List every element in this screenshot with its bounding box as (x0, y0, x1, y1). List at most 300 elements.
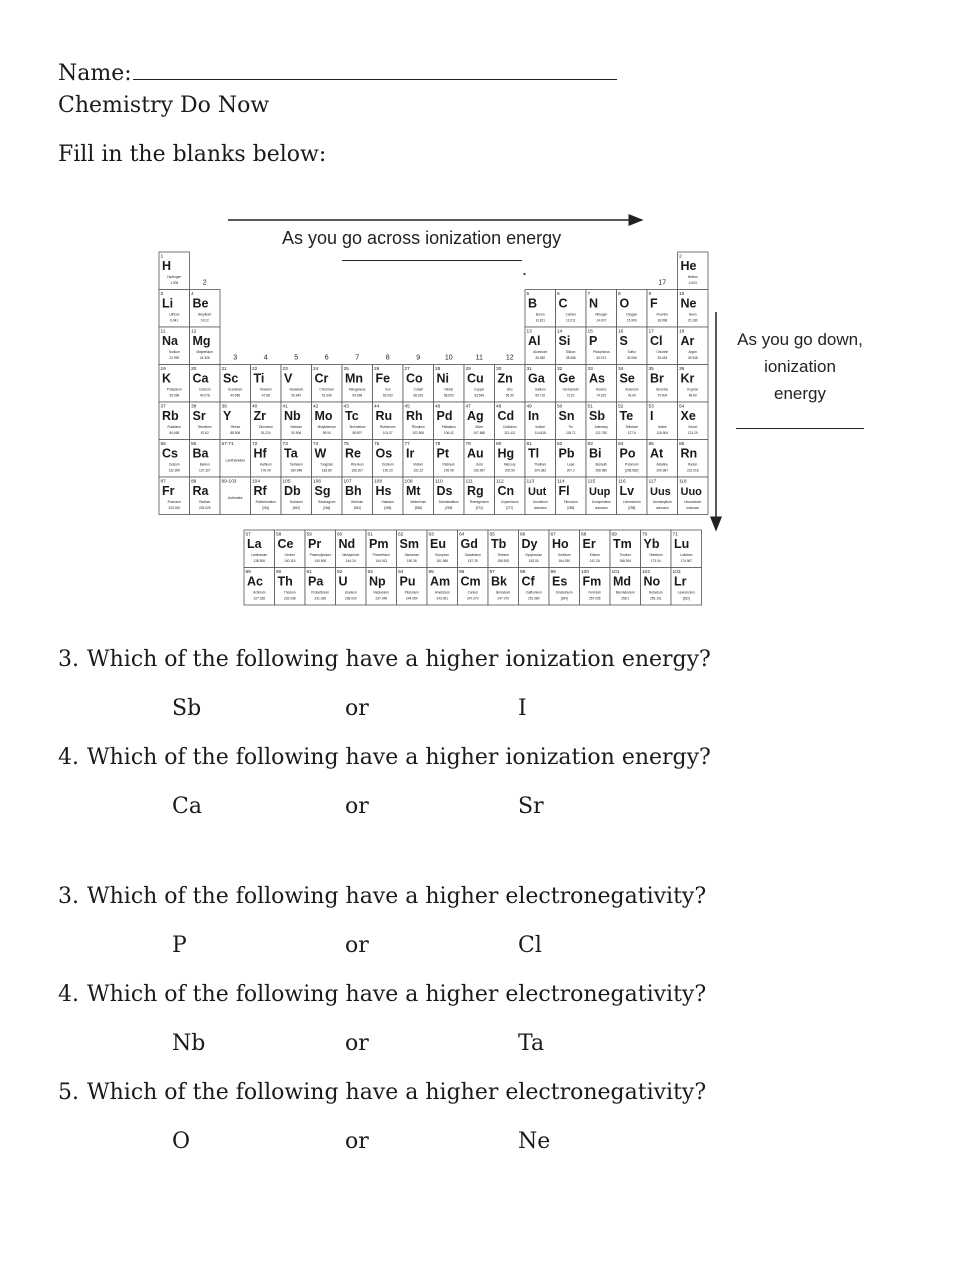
atomic-number: 116 (618, 479, 626, 485)
option-or: or (345, 1031, 369, 1056)
atomic-number: 64 (459, 532, 465, 538)
element-symbol: Uus (650, 486, 671, 498)
element-name: Mendelevium (615, 590, 635, 595)
atomic-number: 108 (374, 479, 383, 485)
atomic-mass: [272] (475, 506, 483, 510)
element-name: Iodine (657, 425, 667, 429)
atomic-mass: 12.011 (565, 318, 576, 323)
atomic-mass: 137.327 (198, 468, 211, 473)
worksheet-subtitle: Chemistry Do Now (58, 93, 270, 118)
down-blank[interactable] (736, 428, 864, 429)
atomic-number: 73 (282, 442, 288, 447)
element-name: Tungsten (320, 462, 334, 467)
element-name: Arsenic (595, 387, 607, 392)
element-symbol: Be (192, 296, 209, 311)
question-text: Which of the following have a higher electronegativity? (87, 1080, 707, 1105)
atomic-mass: [268] (414, 506, 422, 510)
atomic-mass: 20.180 (687, 318, 698, 323)
element-symbol: Zn (497, 371, 513, 386)
atomic-mass: [269] (445, 506, 453, 510)
element-name: Terbium (497, 553, 509, 557)
element-symbol: Ar (680, 334, 695, 348)
atomic-number: 92 (337, 570, 343, 575)
element-name: Berkelium (496, 590, 511, 595)
option-a[interactable]: P (172, 933, 187, 958)
element-symbol: Cf (521, 574, 535, 589)
element-symbol: Fr (162, 484, 175, 498)
group-number: 7 (355, 354, 360, 362)
element-symbol: Uup (589, 486, 611, 498)
element-name: Bismuth (595, 462, 608, 467)
atomic-number: 113 (526, 479, 535, 485)
element-symbol: P (589, 334, 598, 348)
atomic-number: 75 (343, 442, 349, 447)
atomic-mass: 118.71 (565, 431, 576, 435)
element-name: Silver (475, 425, 484, 429)
element-name: Tellurium (625, 425, 639, 429)
atomic-number: 69 (611, 532, 617, 538)
element-symbol: Am (430, 574, 451, 589)
atomic-mass: 26.982 (535, 356, 546, 360)
element-name: Ununoctium (684, 500, 702, 504)
atomic-mass: 47.88 (261, 393, 270, 398)
element-symbol: Lr (674, 574, 687, 589)
atomic-number: 57 (245, 532, 251, 538)
element-name: Lithium (169, 312, 180, 317)
atomic-number: 54 (679, 404, 685, 410)
element-name: Selenium (625, 387, 639, 392)
question-text: Which of the following have a higher electronegativity? (87, 884, 707, 909)
element-name: Thorium (283, 590, 296, 595)
atomic-mass: 190.23 (382, 468, 393, 473)
element-symbol: Os (375, 446, 393, 461)
atomic-mass: 4.003 (688, 281, 697, 285)
atomic-number: 82 (557, 442, 563, 447)
element-name: Argon (688, 350, 698, 354)
atomic-number: 102 (642, 570, 651, 575)
atomic-number: 31 (526, 367, 532, 372)
question-item (58, 647, 711, 673)
atomic-number: 106 (313, 479, 322, 485)
atomic-number: 65 (489, 532, 495, 538)
atomic-mass: 69.732 (535, 393, 546, 398)
element-symbol: C (558, 296, 568, 311)
atomic-number: 9 (648, 292, 652, 297)
atomic-mass: unknown (686, 506, 700, 510)
element-name: Cobalt (413, 387, 423, 392)
question-number: 5. (58, 1080, 79, 1105)
atomic-number: 61 (367, 532, 373, 538)
atomic-mass: 183.85 (321, 468, 332, 473)
element-symbol: As (589, 371, 605, 386)
element-name: Rhodium (411, 425, 425, 429)
element-symbol: Te (619, 409, 634, 423)
atomic-number: 74 (313, 442, 319, 447)
atomic-mass: 1.008 (170, 281, 179, 285)
element-name: Barium (199, 462, 210, 467)
element-symbol: Cm (460, 574, 481, 589)
element-symbol: Mg (192, 334, 211, 348)
down-label-line-2: ionization (764, 357, 836, 376)
element-symbol: Sg (314, 484, 331, 498)
atomic-mass: 40.078 (199, 393, 210, 398)
element-symbol: Sn (558, 409, 575, 423)
question-item (58, 884, 707, 910)
element-name: Manganese (348, 387, 366, 392)
atomic-mass: [254] (560, 596, 568, 601)
element-name: Xenon (688, 425, 698, 429)
element-name: Gold (475, 462, 483, 467)
element-symbol: Sb (589, 409, 605, 423)
element-symbol: Lv (619, 484, 635, 498)
atomic-mass: 238.029 (344, 596, 357, 601)
element-symbol: Mt (406, 484, 421, 498)
atomic-number: 83 (587, 442, 593, 447)
element-symbol: Mo (314, 409, 333, 423)
element-symbol: Ir (406, 446, 415, 461)
atomic-mass: 84.80 (688, 393, 697, 398)
element-name: Promethium (372, 553, 390, 557)
element-symbol: Ti (253, 371, 265, 386)
element-symbol: Rh (406, 409, 423, 423)
element-name: Actinium (253, 590, 266, 595)
atomic-number: 36 (679, 367, 685, 372)
atomic-number: 104 (252, 479, 261, 485)
element-name: Meitnerium (410, 500, 427, 504)
option-b[interactable]: Ne (518, 1129, 551, 1154)
atomic-number: 115 (587, 479, 596, 485)
atomic-number: 40 (252, 404, 258, 410)
group-number: 12 (505, 354, 514, 362)
group-number: 8 (385, 354, 390, 362)
element-symbol: Nb (284, 409, 301, 423)
option-b[interactable]: I (518, 696, 527, 721)
atomic-number: 76 (374, 442, 380, 447)
atomic-mass: 91.224 (260, 431, 271, 435)
element-symbol: F (650, 296, 658, 311)
atomic-number: 101 (611, 570, 620, 575)
element-symbol: Re (345, 446, 361, 461)
across-blank[interactable] (342, 260, 522, 261)
element-symbol: Pm (369, 537, 389, 551)
element-symbol: B (528, 296, 538, 311)
atomic-mass: 247.070 (497, 596, 510, 601)
element-name: Americium (434, 590, 450, 595)
element-symbol: Hs (375, 484, 392, 498)
atomic-mass: 138.906 (253, 559, 266, 563)
atomic-mass: 84.468 (169, 431, 180, 435)
atomic-mass: unknown (594, 506, 608, 510)
atomic-number: 51 (587, 404, 593, 410)
element-symbol: La (247, 537, 262, 551)
atomic-number: 99 (550, 570, 556, 575)
element-name: Yttrium (230, 425, 241, 429)
element-name: Plutonium (404, 590, 419, 595)
element-name: Scandium (228, 387, 243, 392)
atomic-mass: 32.066 (626, 356, 637, 360)
element-symbol: Zr (253, 409, 266, 423)
atomic-mass: 244.064 (405, 596, 418, 601)
element-name: Gadolinium (464, 553, 481, 557)
element-name: Vanadium (289, 387, 304, 392)
atomic-number: 67 (550, 532, 556, 538)
atomic-mass: 78.09 (627, 393, 636, 398)
element-symbol: No (643, 574, 661, 589)
element-name: Sulfur (627, 350, 636, 354)
atomic-number: 95 (428, 570, 434, 575)
atomic-mass: 150.36 (406, 559, 417, 563)
atomic-mass: 258.1 (621, 596, 630, 601)
atomic-number: 87 (160, 479, 166, 485)
option-a[interactable]: Nb (172, 1031, 206, 1056)
atomic-mass: 186.207 (351, 468, 364, 473)
atomic-mass: 95.94 (322, 431, 331, 435)
across-label: As you go across ionization energy (282, 228, 562, 248)
atomic-number: 12 (191, 329, 197, 335)
element-name: Sodium (168, 350, 180, 354)
option-a[interactable]: O (172, 1129, 191, 1154)
element-symbol: Hf (253, 446, 267, 461)
option-a[interactable]: Sb (172, 696, 202, 721)
atomic-number: 62 (398, 532, 404, 538)
atomic-number: 90 (276, 570, 282, 575)
atomic-number: 86 (679, 442, 685, 447)
atomic-mass: 65.39 (505, 393, 514, 398)
element-symbol: Cd (497, 409, 515, 423)
element-name: Germanium (562, 387, 580, 392)
element-symbol: Cn (497, 484, 515, 498)
atomic-mass: 209.987 (656, 468, 669, 473)
option-b[interactable]: Ta (518, 1031, 545, 1056)
element-symbol: Cr (314, 371, 329, 386)
group-number: 17 (658, 279, 667, 287)
atomic-number: 56 (191, 442, 197, 447)
name-label: Name: (58, 61, 132, 86)
element-name: Lead (567, 462, 575, 467)
element-symbol: Dy (521, 537, 538, 551)
atomic-number: 114 (557, 479, 565, 485)
element-symbol: Ba (192, 446, 209, 461)
atomic-mass: 168.934 (619, 559, 632, 563)
element-name: Samarium (404, 553, 420, 557)
atomic-number: 46 (435, 404, 441, 410)
element-name: Cesium (168, 462, 180, 467)
atomic-mass: 251.080 (527, 596, 540, 601)
element-name: Calcium (198, 387, 211, 392)
atomic-mass: 196.967 (473, 468, 486, 473)
atomic-mass: 173.04 (650, 559, 661, 563)
element-name: Titanium (259, 387, 272, 392)
down-label-line-1: As you go down, (737, 330, 863, 349)
element-symbol: Hg (497, 446, 515, 461)
atomic-number: 4 (191, 292, 194, 297)
element-name: Praseodymium (309, 553, 331, 557)
element-symbol: Np (369, 574, 386, 589)
across-period: . (522, 259, 528, 279)
element-symbol: At (650, 446, 664, 461)
atomic-mass: 126.904 (656, 431, 669, 435)
atomic-mass: 121.760 (595, 431, 608, 435)
element-symbol: Ce (277, 537, 294, 551)
element-name: Fluorine (656, 312, 669, 317)
atomic-mass: 9.012 (200, 318, 209, 323)
option-a[interactable]: Ca (172, 794, 202, 819)
element-symbol: Bi (589, 446, 602, 461)
element-symbol: Kr (680, 371, 695, 386)
element-symbol: Cu (467, 371, 484, 386)
element-symbol: Ra (192, 484, 209, 498)
element-name: Boron (535, 312, 545, 317)
atomic-mass: 88.906 (230, 431, 241, 435)
element-name: Lutetium (680, 553, 693, 557)
element-name: Iron (385, 387, 391, 392)
atomic-number: 70 (642, 532, 648, 538)
element-symbol: Db (284, 484, 301, 498)
atomic-mass: [261] (262, 506, 270, 510)
element-name: Radon (688, 462, 698, 467)
atomic-mass: 114.818 (534, 431, 546, 435)
element-name: Chromium (319, 387, 335, 392)
group-number: 9 (416, 354, 421, 362)
atomic-mass: 131.29 (687, 431, 698, 435)
element-symbol: Li (162, 296, 174, 311)
element-symbol: Tb (491, 537, 507, 551)
element-symbol: Rn (680, 446, 698, 461)
atomic-mass: 87.62 (200, 431, 209, 435)
element-symbol: Sr (192, 409, 206, 423)
element-name: Nobelium (649, 590, 663, 595)
element-symbol: Co (406, 371, 423, 386)
element-symbol: Er (582, 537, 596, 551)
element-symbol: Si (558, 334, 571, 348)
element-name: Gallium (534, 387, 546, 392)
element-name: Mercury (503, 462, 516, 467)
atomic-mass: [262] (292, 506, 300, 510)
element-name: Hassium (381, 500, 394, 504)
atomic-number: 91 (306, 570, 312, 575)
element-name: Platinum (442, 462, 455, 467)
element-name: Indium (535, 425, 546, 429)
atomic-mass: 15.999 (626, 318, 637, 323)
atomic-number: 60 (337, 532, 343, 538)
atomic-number: 42 (313, 404, 319, 410)
atomic-number: 66 (520, 532, 526, 538)
element-name: Nitrogen (595, 312, 608, 317)
atomic-mass: [277] (506, 506, 514, 510)
atomic-number: 49 (526, 404, 532, 410)
atomic-mass: [289] (567, 506, 575, 510)
element-name: Darmstadtium (438, 500, 459, 504)
element-symbol: Sm (399, 537, 419, 551)
group-number: 11 (475, 354, 483, 362)
element-name: Rubidium (167, 425, 181, 429)
atomic-mass: 127.6 (627, 431, 636, 435)
question-number: 3. (58, 884, 79, 909)
atomic-mass: 102.906 (412, 431, 425, 435)
element-symbol: Br (650, 371, 664, 386)
atomic-mass: 144.24 (345, 559, 356, 563)
element-name: Helium (687, 275, 698, 279)
element-name: Livermorium (622, 500, 641, 504)
element-symbol: Es (552, 574, 568, 589)
element-symbol: S (619, 334, 628, 348)
atomic-mass: 195.08 (443, 468, 454, 473)
atomic-number: 23 (282, 367, 288, 372)
atomic-number: 72 (252, 442, 258, 447)
option-b[interactable]: Sr (518, 794, 544, 819)
element-symbol: Tm (613, 537, 632, 551)
question-number: 4. (58, 745, 79, 770)
element-name: Astatine (656, 462, 669, 467)
option-b[interactable]: Cl (518, 933, 542, 958)
element-symbol: Fe (375, 371, 391, 386)
element-symbol: He (680, 259, 697, 273)
question-text: Which of the following have a higher ionization energy? (87, 745, 711, 770)
atomic-number: 32 (557, 367, 563, 372)
element-name: Krypton (687, 387, 699, 392)
element-symbol: Sc (223, 371, 239, 386)
atomic-number: 18 (679, 329, 685, 335)
atomic-mass: 58.693 (443, 393, 454, 398)
atomic-number: 5 (526, 292, 530, 297)
atomic-number: 3 (160, 292, 164, 297)
atomic-mass: 72.61 (566, 393, 575, 398)
down-label-line-3: energy (774, 384, 826, 403)
element-name: Copernicium (500, 500, 519, 504)
atomic-number: 78 (435, 442, 441, 447)
element-symbol: Pt (436, 446, 449, 461)
atomic-number: 110 (435, 479, 443, 485)
element-symbol: Ga (528, 371, 545, 386)
instruction-text: Fill in the blanks below: (58, 142, 327, 167)
range-label: 89-103 (221, 479, 237, 485)
atomic-number: 17 (648, 329, 654, 335)
atomic-mass: 10.811 (535, 318, 546, 323)
element-name: Cerium (284, 553, 295, 557)
atomic-number: 29 (465, 367, 471, 372)
name-blank[interactable] (133, 60, 617, 80)
element-name: Radium (199, 500, 211, 504)
atomic-mass: 164.930 (558, 559, 571, 563)
atomic-number: 14 (557, 329, 563, 335)
element-name: Hydrogen (167, 275, 182, 279)
atomic-number: 30 (496, 367, 502, 372)
atomic-mass: 101.07 (382, 431, 393, 435)
element-symbol: Ne (680, 296, 697, 311)
atomic-mass: 24.305 (199, 356, 210, 360)
atomic-number: 22 (252, 367, 258, 372)
atomic-mass: 180.948 (290, 468, 303, 473)
element-name: Ruthenium (380, 425, 396, 429)
atomic-number: 53 (648, 404, 654, 410)
atomic-number: 97 (489, 570, 495, 575)
atomic-number: 47 (465, 404, 471, 410)
element-name: Ununpentium (591, 500, 611, 504)
atomic-mass: unknown (533, 506, 547, 510)
atomic-number: 58 (276, 532, 282, 538)
element-name: Neon (688, 312, 697, 317)
atomic-number: 27 (404, 367, 410, 372)
atomic-mass: 151.966 (436, 559, 449, 563)
group-number: 10 (444, 354, 453, 362)
element-symbol: Eu (430, 537, 446, 551)
element-name: Ununtrium (532, 500, 548, 504)
element-name: Oxygen (626, 312, 638, 317)
atomic-mass: 14.007 (596, 318, 607, 323)
element-name: Potassium (166, 387, 182, 392)
element-name: Hafnium (259, 462, 272, 467)
element-symbol: Mn (345, 371, 364, 386)
